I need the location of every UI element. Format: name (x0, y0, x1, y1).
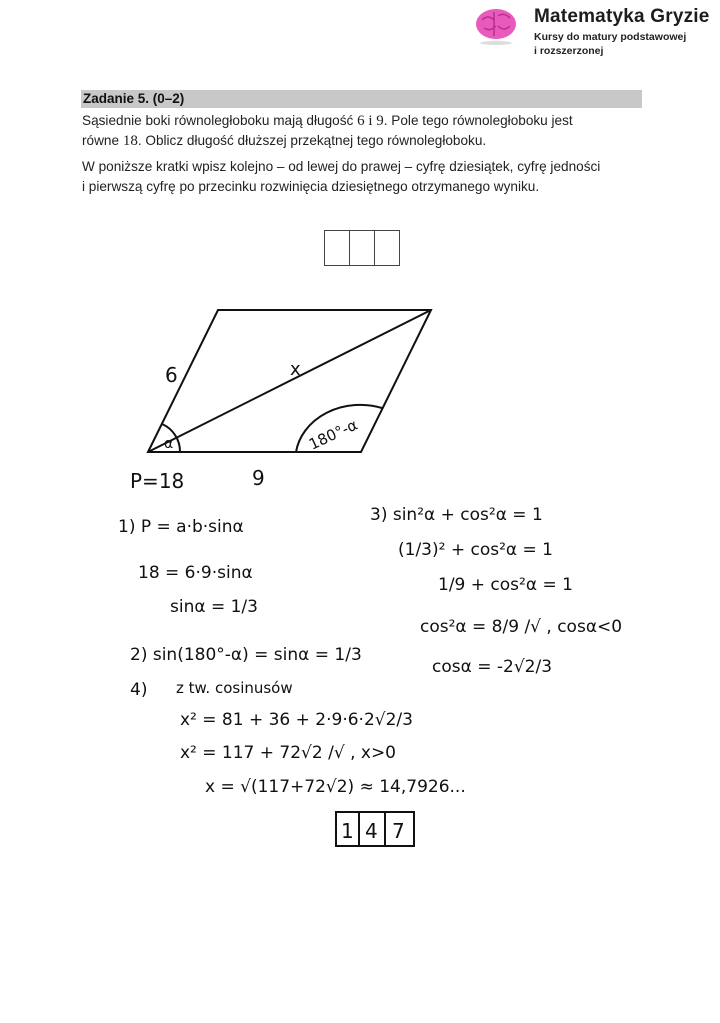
diagonal-label: x (290, 359, 301, 380)
instruction-line2: i pierwszą cyfrę po przecinku rozwinięcia dziesiętnego otrzymanego wyniku. (82, 179, 540, 194)
step4-line2: x² = 81 + 36 + 2·9·6·2√2/3 (180, 710, 413, 730)
brand-title: Matematyka Gryzie (534, 6, 710, 27)
step1-line2: 18 = 6·9·sinα (138, 563, 253, 583)
statement-number: 9 (376, 113, 384, 129)
step4-line4: x = √(117+72√2) ≈ 14,7926... (205, 777, 466, 797)
statement-text: równe (82, 133, 123, 148)
step4-line1: z tw. cosinusów (176, 679, 293, 697)
parallelogram-diagram (148, 310, 431, 452)
brand-subtitle-line1: Kursy do matury podstawowej (534, 31, 687, 43)
statement-number: 6 (357, 113, 365, 129)
step3-line2: (1/3)² + cos²α = 1 (398, 540, 553, 560)
statement-text: . Oblicz długość dłuższej przekątnej tego równoległoboku. (137, 133, 487, 148)
step3-line3: 1/9 + cos²α = 1 (438, 575, 573, 595)
instruction-line1: W poniższe kratki wpisz kolejno – od lewej do prawej – cyfrę dziesiątek, cyfrę jedności (82, 159, 601, 174)
side-label-bottom: 9 (252, 466, 265, 490)
final-digit-units: 4 (365, 819, 378, 843)
statement-text: . Pole tego równoległoboku jest (383, 113, 573, 128)
statement-text: Sąsiednie boki równoległoboku mają długość (82, 113, 358, 128)
step4-number: 4) (130, 680, 148, 700)
angle-label-supplement: 180°-α (306, 415, 361, 454)
step3-line1: 3) sin²α + cos²α = 1 (370, 505, 543, 525)
final-answer-boxes (336, 812, 414, 846)
step1-line3: sinα = 1/3 (170, 597, 258, 617)
step3-line5: cosα = -2√2/3 (432, 657, 553, 677)
angle-label-alpha: α (164, 436, 174, 452)
statement-text: i (364, 113, 377, 129)
step4-line3: x² = 117 + 72√2 /√ , x>0 (180, 743, 397, 763)
task-header: Zadanie 5. (0–2) (81, 90, 642, 108)
step1-line1: 1) P = a·b·sinα (118, 517, 244, 537)
final-digit-decimal: 7 (392, 819, 405, 843)
area-label: P=18 (130, 469, 185, 493)
final-digit-tens: 1 (341, 819, 354, 843)
side-label-left: 6 (165, 363, 178, 387)
step2: 2) sin(180°-α) = sinα = 1/3 (130, 645, 362, 665)
statement-number: 18 (122, 133, 138, 149)
brand-subtitle-line2: i rozszerzonej (534, 45, 604, 57)
step3-line4: cos²α = 8/9 /√ , cosα<0 (420, 617, 623, 637)
